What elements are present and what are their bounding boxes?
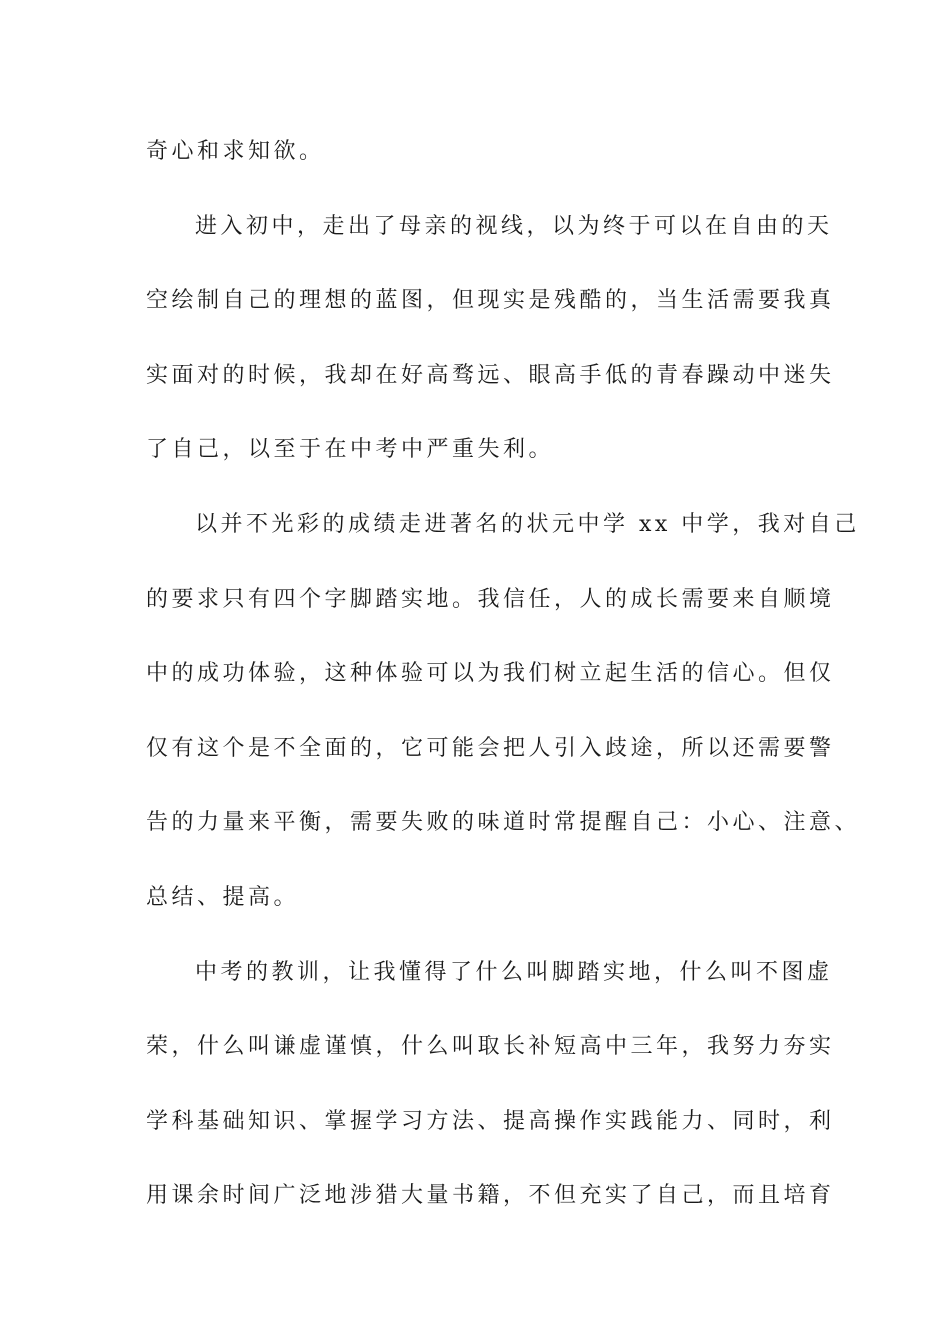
text-line: 空绘制自己的理想的蓝图，但现实是残酷的，当生活需要我真	[146, 288, 835, 314]
text-line: 总结、提高。	[146, 884, 300, 910]
text-line: 中的成功体验，这种体验可以为我们树立起生活的信心。但仅	[146, 661, 835, 687]
text-line: 奇心和求知欲。	[146, 139, 325, 164]
body-text	[146, 128, 861, 1247]
text-line: 的要求只有四个字脚踏实地。我信任，人的成长需要来自顺境	[146, 586, 835, 612]
text-line: 实面对的时候，我却在好高骛远、眼高手低的青春躁动中迷失	[146, 362, 835, 388]
paragraph-start-line: 以并不光彩的成绩走进著名的状元中学 xx 中学，我对自己	[195, 511, 860, 537]
text-line: 荣，什么叫谦虚谨慎，什么叫取长补短高中三年，我努力夯实	[146, 1034, 835, 1060]
text-line: 了自己，以至于在中考中严重失利。	[146, 437, 555, 463]
text-line: 仅有这个是不全面的，它可能会把人引入歧途，所以还需要警	[146, 735, 835, 761]
text-line: 告的力量来平衡，需要失败的味道时常提醒自己：小心、注意、	[146, 810, 861, 836]
paragraph-start-line: 进入初中，走出了母亲的视线，以为终于可以在自由的天	[195, 213, 833, 239]
text-line: 学科基础知识、掌握学习方法、提高操作实践能力、同时，利	[146, 1108, 835, 1134]
text-line: 用课余时间广泛地涉猎大量书籍，不但充实了自己，而且培育	[146, 1183, 835, 1209]
paragraph-start-line: 中考的教训，让我懂得了什么叫脚踏实地，什么叫不图虚	[195, 959, 833, 985]
